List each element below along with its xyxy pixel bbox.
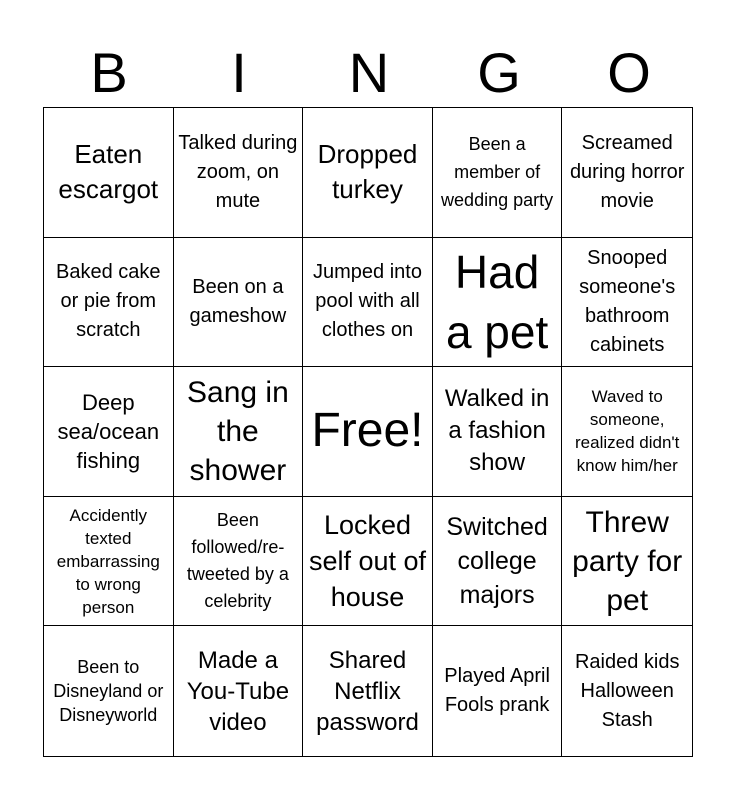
bingo-cell[interactable] (174, 108, 304, 238)
cell-text: Locked self out of house (308, 510, 427, 613)
bingo-cell[interactable] (174, 238, 304, 368)
cell-text: Waved to someone, realized didn't know him/her (575, 387, 680, 476)
bingo-cell[interactable] (562, 497, 692, 627)
header-letter-i: I (231, 41, 247, 104)
bingo-header (44, 38, 694, 108)
bingo-cell[interactable] (303, 238, 433, 368)
bingo-cell[interactable] (433, 367, 563, 497)
cell-text: Had a pet (445, 245, 549, 358)
cell-text: Been followed/re-tweeted by a celebrity (186, 510, 289, 612)
free-space-text: Free! (311, 404, 424, 458)
bingo-cell[interactable] (433, 108, 563, 238)
cell-text: Deep sea/ocean fishing (57, 389, 160, 473)
bingo-cell[interactable] (44, 626, 174, 756)
bingo-cell[interactable] (303, 108, 433, 238)
bingo-cell[interactable] (562, 626, 692, 756)
cell-text: Been to Disneyland or Disneyworld (53, 657, 164, 726)
header-letter-b: B (90, 41, 128, 104)
cell-text: Switched college majors (446, 513, 548, 610)
bingo-cell[interactable] (303, 497, 433, 627)
cell-text: Sang in the shower (187, 375, 289, 487)
bingo-cell[interactable] (562, 108, 692, 238)
cell-text: Screamed during horror movie (569, 131, 685, 212)
bingo-cell[interactable] (174, 367, 304, 497)
cell-text: Shared Netflix password (316, 646, 419, 736)
bingo-cell[interactable] (174, 626, 304, 756)
bingo-cell[interactable] (44, 367, 174, 497)
bingo-cell[interactable] (433, 626, 563, 756)
cell-text: Raided kids Halloween Stash (574, 650, 680, 731)
cell-text: Accidently texted embarrassing to wrong person (56, 505, 160, 617)
cell-text: Dropped turkey (317, 139, 418, 205)
bingo-cell[interactable] (44, 108, 174, 238)
cell-text: Threw party for pet (572, 505, 683, 617)
bingo-board (43, 107, 693, 757)
bingo-cell[interactable] (44, 238, 174, 368)
bingo-cell[interactable] (303, 626, 433, 756)
cell-text: Snooped someone's bathroom cabinets (579, 246, 676, 356)
bingo-cell[interactable] (562, 238, 692, 368)
bingo-cell[interactable] (44, 497, 174, 627)
cell-text: Eaten escargot (58, 139, 159, 205)
bingo-cell[interactable] (433, 238, 563, 368)
cell-text: Been on a gameshow (189, 275, 287, 327)
header-letter-n: N (348, 41, 390, 104)
cell-text: Walked in a fashion show (444, 385, 550, 477)
header-letter-o: O (607, 41, 651, 104)
bingo-cell-free[interactable] (303, 367, 433, 497)
header-letter-g: G (477, 41, 521, 104)
cell-text: Talked during zoom, on mute (178, 131, 298, 212)
cell-text: Baked cake or pie from scratch (56, 261, 161, 342)
bingo-cell[interactable] (562, 367, 692, 497)
bingo-cell[interactable] (174, 497, 304, 627)
cell-text: Made a You-Tube video (186, 646, 290, 736)
cell-text: Played April Fools prank (444, 665, 550, 717)
bingo-cell[interactable] (433, 497, 563, 627)
cell-text: Jumped into pool with all clothes on (313, 261, 422, 342)
cell-text: Been a member of wedding party (441, 134, 554, 211)
